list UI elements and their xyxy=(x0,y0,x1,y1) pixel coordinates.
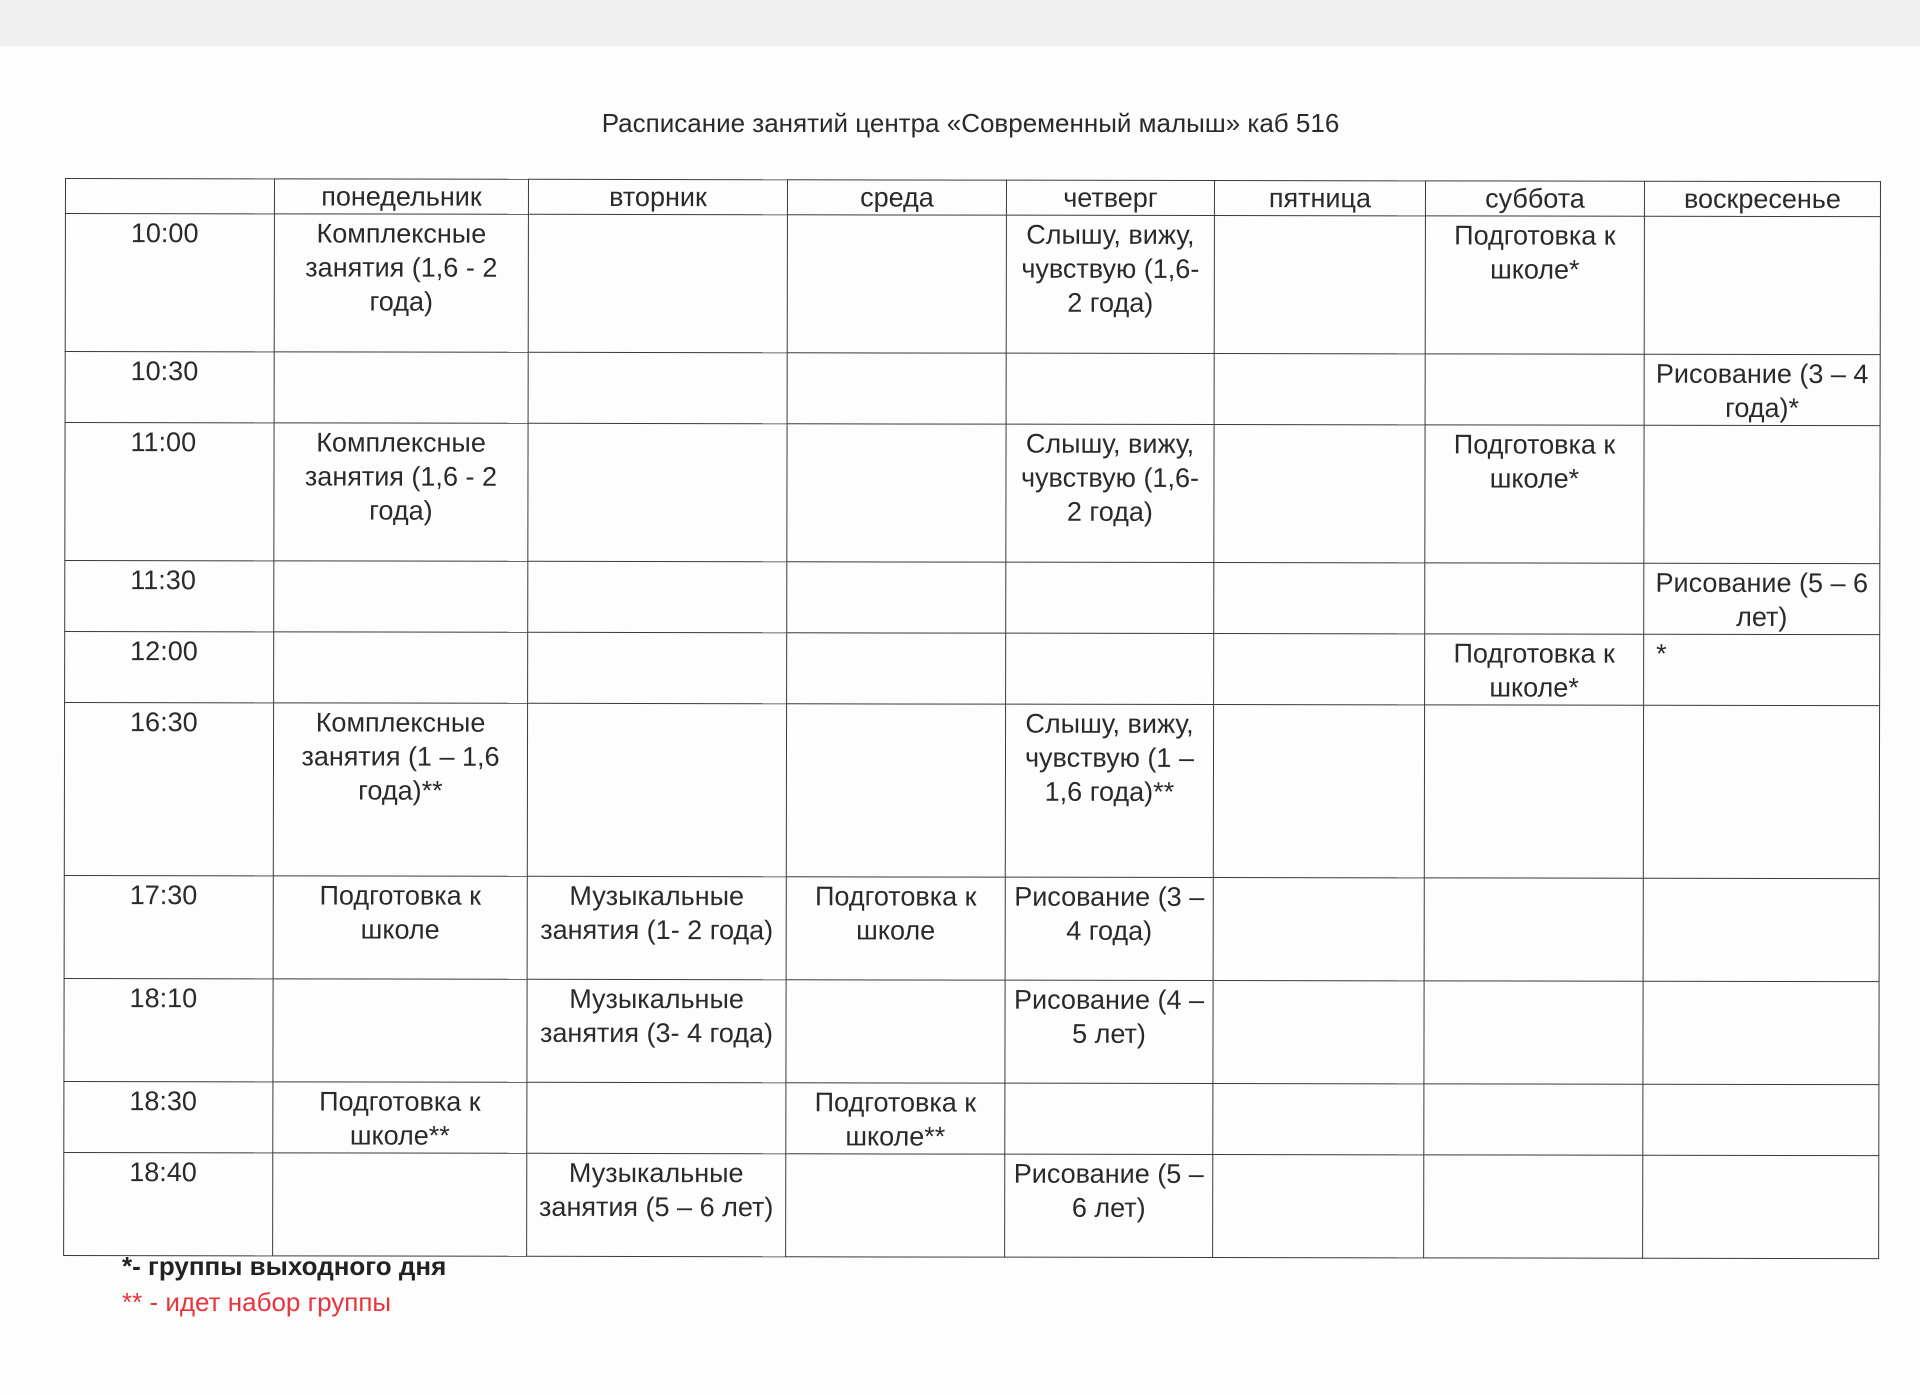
schedule-cell: Комплексные занятия (1,6 - 2 года) xyxy=(274,423,528,561)
header-day: воскресенье xyxy=(1644,181,1880,216)
schedule-row xyxy=(64,1152,1879,1258)
schedule-cell xyxy=(1214,216,1425,354)
header-day: суббота xyxy=(1425,181,1644,216)
schedule-cell xyxy=(528,561,787,632)
legend-recruiting-note: ** - идет набор группы xyxy=(122,1287,392,1317)
schedule-cell xyxy=(787,424,1006,562)
schedule-cell: Слышу, вижу, чувствую (1 – 1,6 года)** xyxy=(1005,704,1213,877)
schedule-cell xyxy=(274,561,528,632)
schedule-cell: Рисование (5 – 6 лет) xyxy=(1005,1154,1213,1257)
schedule-cell: Подготовка к школе xyxy=(786,877,1005,980)
schedule-cell xyxy=(1643,705,1879,878)
schedule-cell: Комплексные занятия (1 – 1,6 года)** xyxy=(273,703,527,876)
schedule-cell xyxy=(1213,878,1424,981)
schedule-row xyxy=(64,1081,1879,1155)
header-day: понедельник xyxy=(274,179,528,214)
header-day: вторник xyxy=(528,179,787,214)
schedule-row xyxy=(65,423,1880,564)
schedule-cell: Слышу, вижу, чувствую (1,6- 2 года) xyxy=(1006,424,1214,562)
schedule-cell xyxy=(787,562,1006,633)
schedule-cell: Подготовка к школе* xyxy=(1425,216,1644,354)
schedule-cell xyxy=(527,703,786,876)
schedule-table xyxy=(63,178,1881,1259)
schedule-cell xyxy=(273,979,527,1082)
schedule-cell xyxy=(1643,1155,1879,1258)
time-cell: 10:30 xyxy=(65,352,274,423)
schedule-row xyxy=(65,352,1880,426)
schedule-cell xyxy=(787,215,1006,353)
legend-weekend-note: *- группы выходного дня xyxy=(122,1251,447,1281)
schedule-cell xyxy=(1006,353,1214,424)
schedule-row xyxy=(64,875,1879,981)
schedule-cell xyxy=(528,214,787,352)
schedule-cell xyxy=(274,632,528,703)
schedule-cell xyxy=(1424,981,1643,1084)
schedule-cell xyxy=(1643,878,1879,981)
schedule-cell xyxy=(528,352,787,423)
schedule-cell xyxy=(1424,878,1643,981)
schedule-cell: Слышу, вижу, чувствую (1,6- 2 года) xyxy=(1006,215,1214,353)
schedule-cell: Музыкальные занятия (5 – 6 лет) xyxy=(527,1153,786,1256)
header-time-cell xyxy=(65,179,274,214)
header-day: пятница xyxy=(1214,181,1425,216)
schedule-row xyxy=(65,561,1880,635)
schedule-cell xyxy=(1644,425,1880,563)
page-title: Расписание занятий центра «Современный малыш» каб 516 xyxy=(601,108,1340,138)
schedule-body xyxy=(64,214,1881,1259)
time-cell: 17:30 xyxy=(64,875,273,978)
schedule-cell: Рисование (3 – 4 года) xyxy=(1005,877,1213,980)
schedule-cell: Подготовка к школе* xyxy=(1425,634,1644,705)
schedule-cell xyxy=(1424,1155,1643,1258)
time-cell: 10:00 xyxy=(65,214,274,352)
header-day: среда xyxy=(787,180,1006,215)
schedule-cell xyxy=(786,1154,1005,1257)
schedule-cell xyxy=(1214,354,1425,425)
schedule-cell: * xyxy=(1644,634,1880,705)
time-cell: 11:00 xyxy=(65,423,274,561)
legend xyxy=(122,1248,446,1320)
schedule-cell: Подготовка к школе** xyxy=(786,1083,1005,1154)
schedule-cell xyxy=(1425,563,1644,634)
schedule-row xyxy=(64,703,1879,879)
schedule-cell xyxy=(1214,563,1425,634)
schedule-cell: Подготовка к школе* xyxy=(1425,425,1644,563)
schedule-cell xyxy=(1213,1084,1424,1155)
schedule-cell xyxy=(273,1153,527,1256)
schedule-cell: Рисование (5 – 6 лет) xyxy=(1644,563,1880,634)
schedule-cell: Подготовка к школе** xyxy=(273,1082,527,1153)
schedule-cell: Комплексные занятия (1,6 - 2 года) xyxy=(274,214,528,352)
schedule-row xyxy=(64,978,1879,1084)
schedule-cell xyxy=(1425,354,1644,425)
schedule-cell xyxy=(1006,633,1214,704)
schedule-cell xyxy=(527,1082,786,1153)
schedule-cell: Музыкальные занятия (1- 2 года) xyxy=(527,876,786,979)
time-cell: 12:00 xyxy=(65,632,274,703)
schedule-cell xyxy=(1643,981,1879,1084)
schedule-cell xyxy=(1005,1083,1213,1154)
schedule-cell xyxy=(787,353,1006,424)
time-cell: 18:30 xyxy=(64,1081,273,1152)
schedule-cell xyxy=(1424,1084,1643,1155)
schedule-cell: Подготовка к школе xyxy=(273,876,527,979)
schedule-cell: Музыкальные занятия (3- 4 года) xyxy=(527,979,786,1082)
schedule-cell xyxy=(1213,705,1424,878)
time-cell: 11:30 xyxy=(65,561,274,632)
schedule-cell xyxy=(528,423,787,561)
header-row xyxy=(65,179,1880,217)
schedule-cell xyxy=(528,632,787,703)
schedule-cell xyxy=(1006,562,1214,633)
schedule-cell xyxy=(274,352,528,423)
schedule-cell xyxy=(786,704,1005,877)
schedule-row xyxy=(65,632,1880,706)
scan-edge xyxy=(0,0,1920,46)
schedule-cell xyxy=(1643,1084,1879,1155)
schedule-cell: Рисование (3 – 4 года)* xyxy=(1644,354,1880,425)
time-cell: 18:40 xyxy=(64,1152,273,1255)
schedule-cell xyxy=(786,980,1005,1083)
time-cell: 18:10 xyxy=(64,978,273,1081)
schedule-cell xyxy=(1213,1155,1424,1258)
schedule-cell xyxy=(787,633,1006,704)
time-cell: 16:30 xyxy=(64,703,273,876)
schedule-cell xyxy=(1424,705,1643,878)
schedule-cell xyxy=(1214,425,1425,563)
header-day: четверг xyxy=(1006,180,1214,215)
schedule-cell xyxy=(1644,216,1880,354)
schedule-cell: Рисование (4 – 5 лет) xyxy=(1005,980,1213,1083)
schedule-cell xyxy=(1214,634,1425,705)
schedule-row xyxy=(65,214,1880,355)
schedule-cell xyxy=(1213,981,1424,1084)
